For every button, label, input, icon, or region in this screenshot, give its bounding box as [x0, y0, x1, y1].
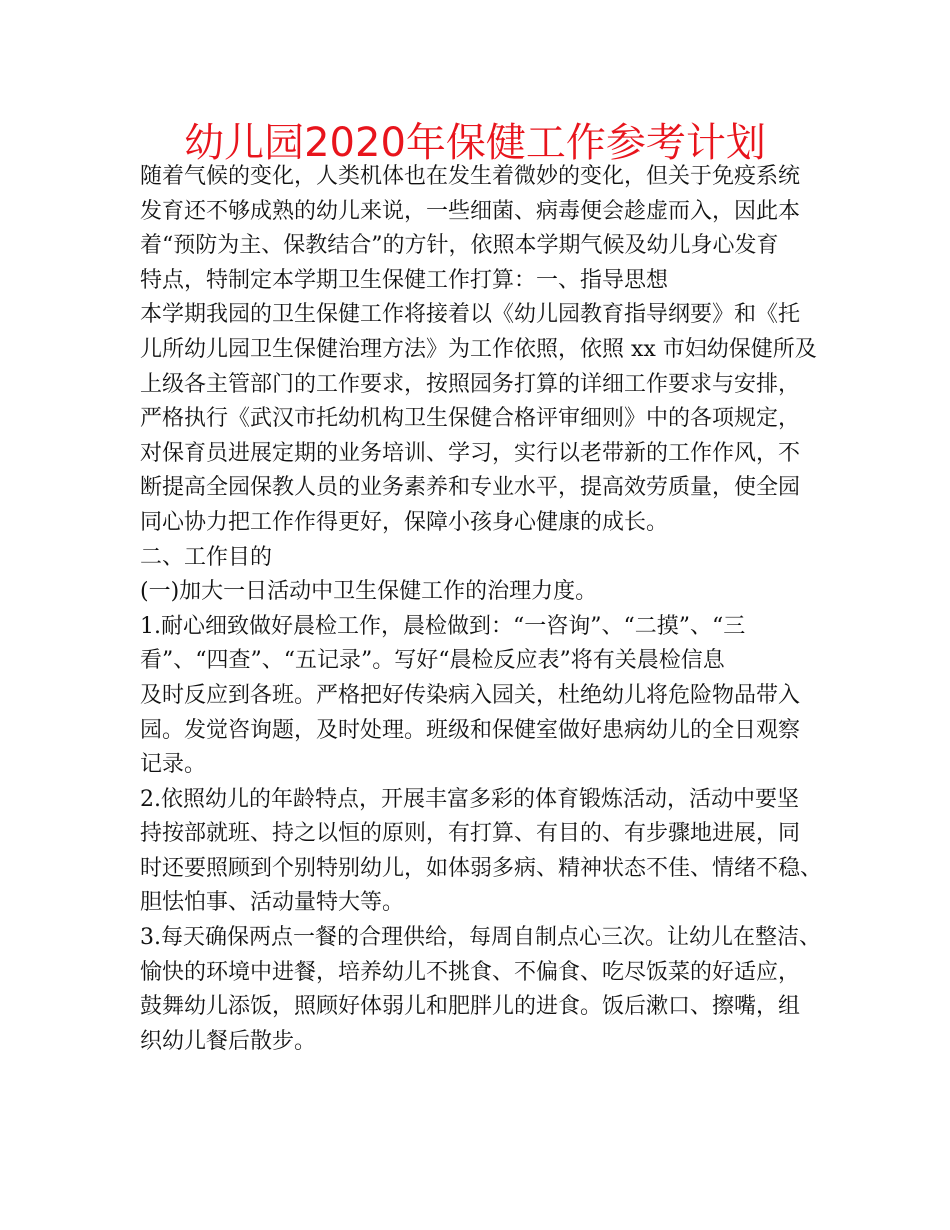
document-title: 幼儿园2020年保健工作参考计划: [184, 120, 766, 166]
body-line: 看”、“四查”、“五记录”。写好“晨检反应表”将有关晨检信息: [140, 648, 725, 674]
body-line: 随着气候的变化，人类机体也在发生着微妙的变化，但关于免疫系统: [140, 164, 801, 189]
section-heading: 二、工作目的: [140, 544, 273, 570]
body-line: 上级各主管部门的工作要求，按照园务打算的详细工作要求与安排，: [140, 371, 801, 397]
body-line: 儿所幼儿园卫生保健治理方法》为工作依照，依照 xx 市妇幼保健所及: [140, 336, 817, 362]
body-line: 织幼儿餐后散步。: [140, 1028, 317, 1054]
body-line: 严格执行《武汉市托幼机构卫生保健合格评审细则》中的各项规定，: [140, 406, 801, 432]
document-body: [140, 160, 830, 1059]
body-line: 1.耐心细致做好晨检工作，晨检做到：“一咨询”、“二摸”、“三: [140, 613, 746, 639]
body-line: 持按部就班、持之以恒的原则，有打算、有目的、有步骤地进展，同: [140, 821, 801, 847]
body-line: 2.依照幼儿的年龄特点，开展丰富多彩的体育锻炼活动，活动中要坚: [140, 786, 799, 812]
body-line: 时还要照顾到个别特别幼儿，如体弱多病、精神状态不佳、情绪不稳、: [140, 855, 823, 881]
body-line: 愉快的环境中进餐，培养幼儿不挑食、不偏食、吃尽饭菜的好适应，: [140, 959, 801, 985]
body-line: 鼓舞幼儿添饭，照顾好体弱儿和肥胖儿的进食。饭后漱口、擦嘴，组: [140, 994, 801, 1020]
body-line: 记录。: [140, 752, 207, 778]
body-line: 及时反应到各班。严格把好传染病入园关，杜绝幼儿将危险物品带入: [140, 682, 801, 708]
body-line: 园。发觉咨询题，及时处理。班级和保健室做好患病幼儿的全日观察: [140, 717, 801, 743]
body-line: 特点，特制定本学期卫生保健工作打算：一、指导思想: [140, 267, 669, 293]
body-line: 着“预防为主、保教结合”的方针，依照本学期气候及幼儿身心发育: [140, 233, 779, 259]
body-line: 胆怯怕事、活动量特大等。: [140, 890, 405, 916]
body-line: 发育还不够成熟的幼儿来说，一些细菌、病毒便会趁虚而入，因此本: [140, 198, 801, 224]
body-line: 同心协力把工作作得更好，保障小孩身心健康的成长。: [140, 509, 669, 535]
body-line: 对保育员进展定期的业务培训、学习，实行以老带新的工作作风，不: [140, 440, 801, 466]
body-line: 本学期我园的卫生保健工作将接着以《幼儿园教育指导纲要》和《托: [140, 302, 801, 328]
subsection-heading: (一)加大一日活动中卫生保健工作的治理力度。: [140, 579, 598, 605]
body-line: 断提高全园保教人员的业务素养和专业水平，提高效劳质量，使全园: [140, 475, 801, 501]
body-line: 3.每天确保两点一餐的合理供给，每周自制点心三次。让幼儿在整洁、: [140, 925, 821, 951]
